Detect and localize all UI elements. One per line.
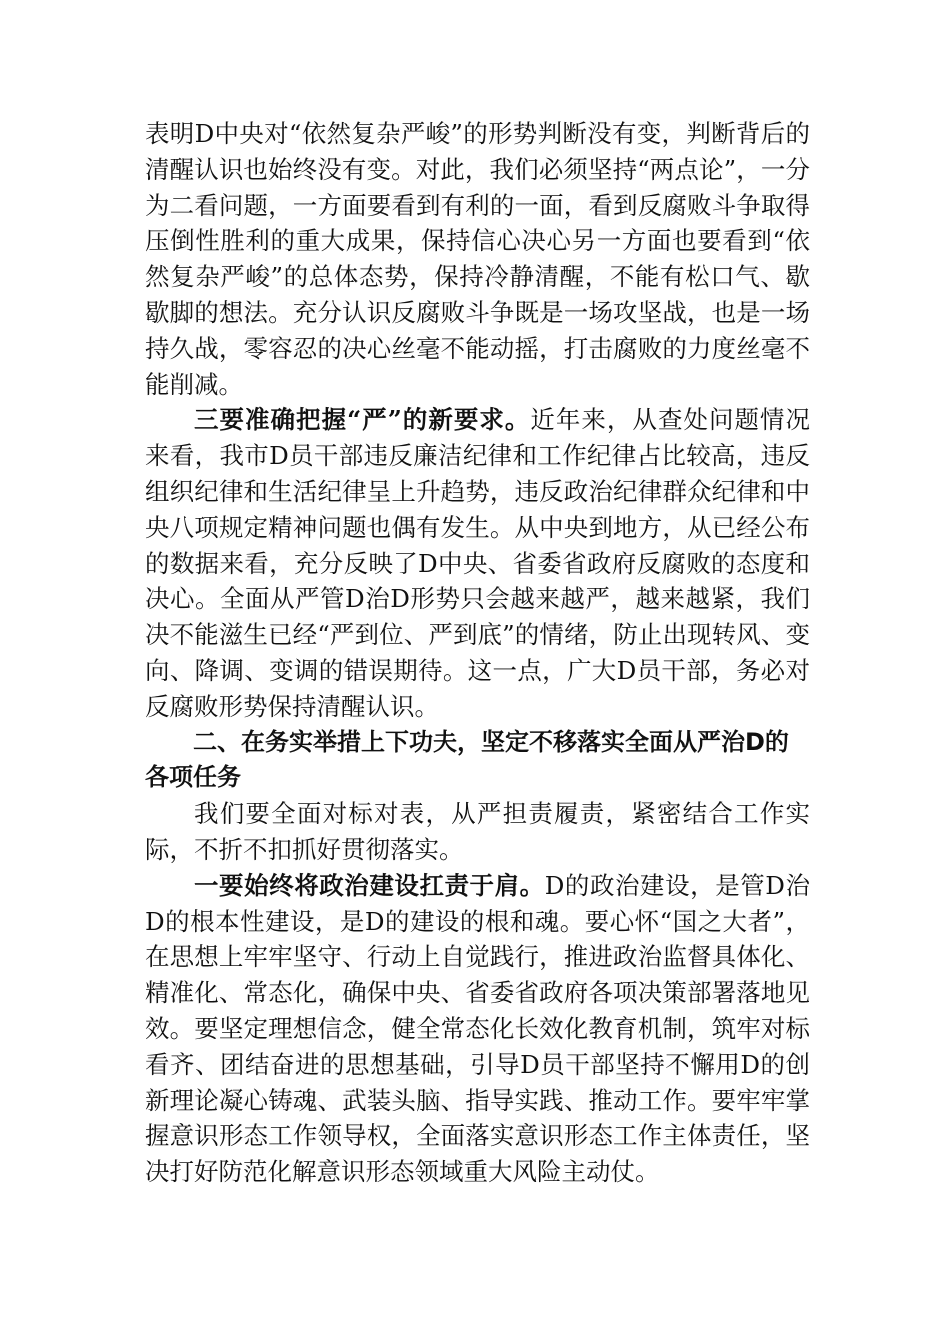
paragraph-text: 我们要全面对标对表，从严担责履责，紧密结合工作实际，不折不扣抓好贯彻落实。 [145, 799, 810, 864]
paragraph-lead: 三要准确把握“严”的新要求。 [194, 405, 531, 435]
paragraph-text: 表明D中央对“依然复杂严峻”的形势判断没有变，判断背后的清醒认识也始终没有变。对此，我们必须坚持“两点论”，一分为二看问题，一方面要看到有利的一面，看到反腐败斗争取得压倒性胜利的重大成果，保持信心决心另一方面也要看到“依然复杂严峻”的总体态势，保持冷静清醒，不能有松口气、歇歇脚的想法。充分认识反腐败斗争既是一场攻坚战，也是一场持久战，零容忍的决心丝毫不能动摇，打击腐败的力度丝毫不能削减。 [145, 119, 810, 399]
paragraph-lead: 一要始终将政治建设扛责于肩。 [194, 870, 545, 900]
paragraph-continuation [145, 116, 810, 402]
paragraph-political-construction [145, 868, 810, 1190]
paragraph-strict-requirements [145, 402, 810, 724]
paragraph-text: 近年来，从查处问题情况来看，我市D员干部违反廉洁纪律和工作纪律占比较高，违反组织纪律和生活纪律呈上升趋势，违反政治纪律群众纪律和中央八项规定精神问题也偶有发生。从中央到地方，从已经公布的数据来看，充分反映了D中央、省委省政府反腐败的态度和决心。全面从严管D治D形势只会越来越严，越来越紧，我们决不能滋生已经“严到位、严到底”的情绪，防止出现转风、变向、降调、变调的错误期待。这一点，广大D员干部，务必对反腐败形势保持清醒认识。 [145, 405, 811, 721]
document-page [145, 116, 810, 1190]
paragraph-text: D的政治建设，是管D治D的根本性建设，是D的建设的根和魂。要心怀“国之大者”，在思想上牢牢坚守、行动上自觉践行，推进政治监督具体化、精准化、常态化，确保中央、省委省政府各项决策部署落地见效。要坚定理想信念，健全常态化长效化教育机制，筑牢对标看齐、团结奋进的思想基础，引导D员干部坚持不懈用D的创新理论凝心铸魂、武装头脑、指导实践、推动工作。要牢牢掌握意识形态工作领导权，全面落实意识形态工作主体责任，坚决打好防范化解意识形态领域重大风险主动仗。 [145, 870, 810, 1187]
section-heading: 二、在务实举措上下功夫，坚定不移落实全面从严治D的各项任务 [145, 727, 789, 792]
paragraph-intro [145, 796, 810, 868]
